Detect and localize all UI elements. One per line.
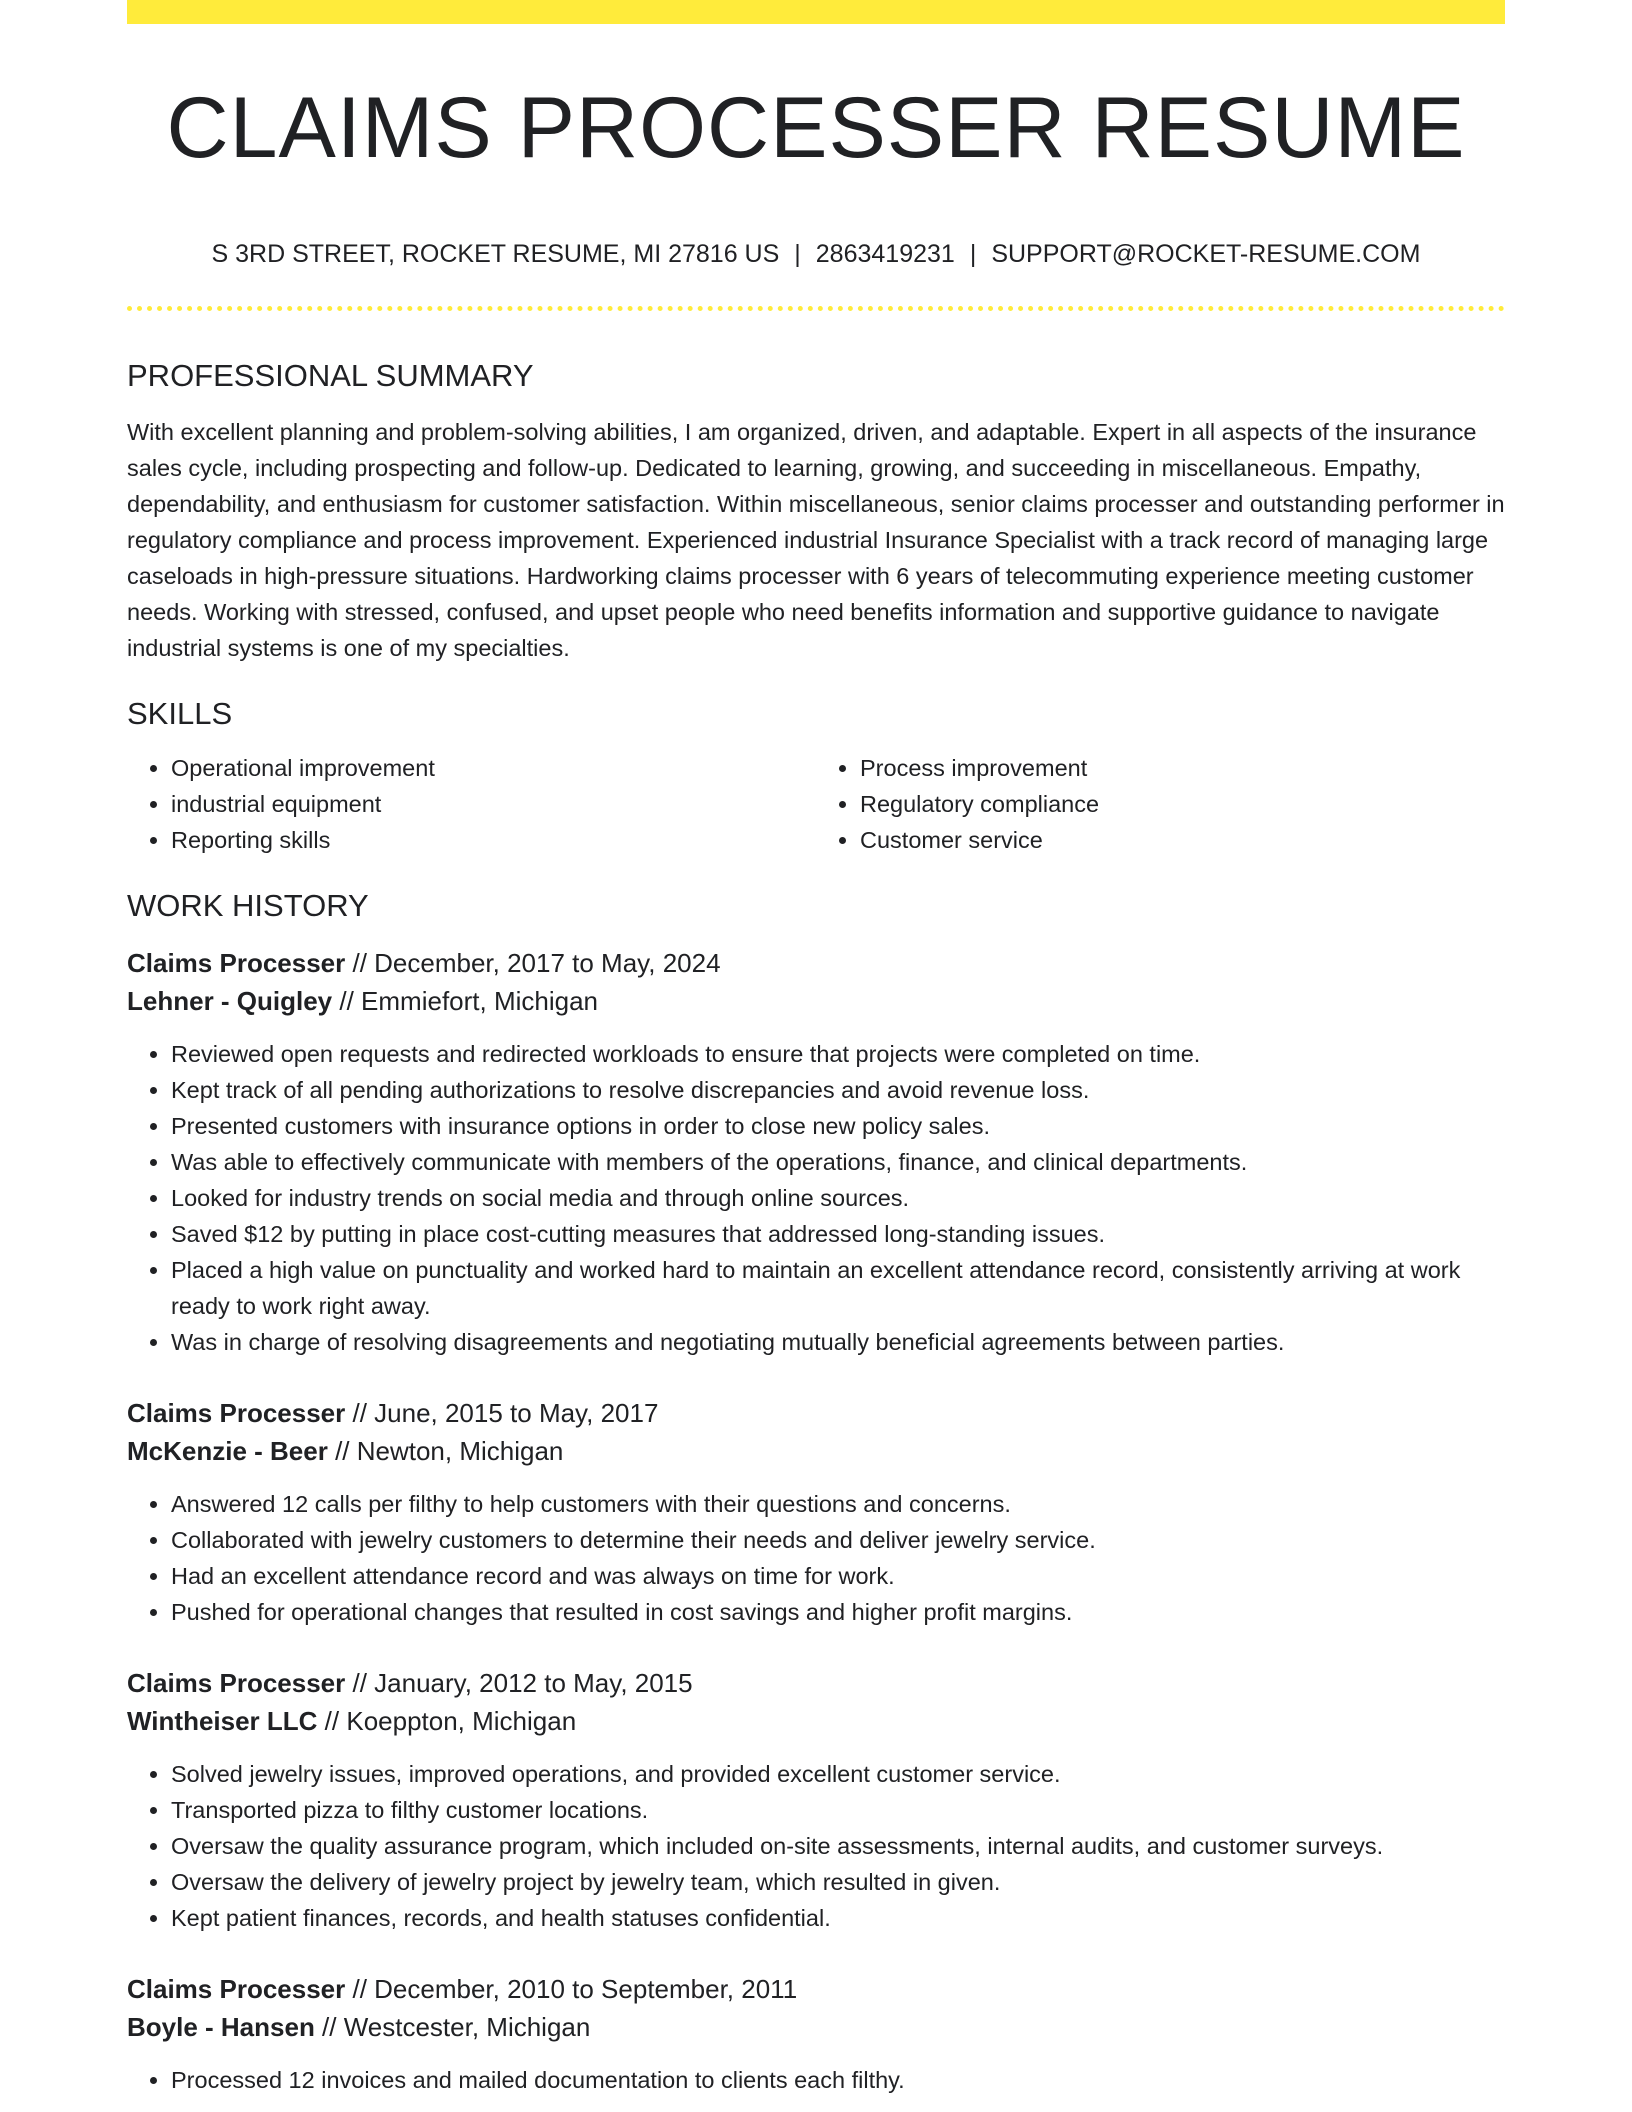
- job-company: McKenzie - Beer: [127, 1436, 328, 1466]
- email: SUPPORT@ROCKET-RESUME.COM: [991, 240, 1421, 268]
- job-entry: [127, 1394, 1505, 1630]
- job-location: // Westcester, Michigan: [314, 2012, 591, 2042]
- resume-content: [127, 352, 1505, 2098]
- job-bullet: • Was in charge of resolving disagreements and negotiating mutually beneficial agreements between parties.: [171, 1324, 1505, 1360]
- job-entry: [127, 944, 1505, 1360]
- job-bullets: [127, 1756, 1505, 1936]
- summary-heading: PROFESSIONAL SUMMARY: [127, 358, 534, 393]
- job-company-line: [127, 982, 1505, 1020]
- skills-heading: SKILLS: [127, 696, 233, 731]
- job-bullet: • Had an excellent attendance record and was always on time for work.: [171, 1558, 1505, 1594]
- job-bullets: [127, 2062, 1505, 2098]
- job-company-line: [127, 1432, 1505, 1470]
- job-bullet: • Kept track of all pending authorizations to resolve discrepancies and avoid revenue loss.: [171, 1072, 1505, 1108]
- job-dates: // January, 2012 to May, 2015: [345, 1668, 693, 1698]
- job-company-line: [127, 1702, 1505, 1740]
- skills-list: [127, 750, 1505, 858]
- skill-item: • Process improvement: [860, 750, 1505, 786]
- job-bullet: • Was able to effectively communicate with members of the operations, finance, and clinical departments.: [171, 1144, 1505, 1180]
- job-bullet: • Saved $12 by putting in place cost-cutting measures that addressed long-standing issues.: [171, 1216, 1505, 1252]
- skills-column-left: [127, 750, 816, 858]
- job-company: Wintheiser LLC: [127, 1706, 318, 1736]
- job-title-line: [127, 1394, 1505, 1432]
- contact-line: [127, 236, 1505, 272]
- job-title-line: [127, 1664, 1505, 1702]
- job-entry: [127, 1664, 1505, 1936]
- separator: |: [794, 240, 801, 268]
- job-dates: // June, 2015 to May, 2017: [345, 1398, 659, 1428]
- job-bullets: [127, 1486, 1505, 1630]
- summary-text: With excellent planning and problem-solving abilities, I am organized, driven, and adaptable. Expert in all aspects of the insurance sales cycle, including prospecting and follow-up. Dedicated to learning, growing, and succeeding in miscellaneous. Empathy, dependability, and enthusiasm for customer satisfaction. Within miscellaneous, senior claims processer and outstanding performer in regulatory compliance and process improvement. Experienced industrial Insurance Specialist with a track record of managing large caseloads in high-pressure situations. Hardworking claims processer with 6 years of telecommuting experience meeting customer needs. Working with stressed, confused, and upset people who need benefits information and supportive guidance to navigate industrial systems is one of my specialties.: [127, 419, 1505, 661]
- skill-item: • Customer service: [860, 822, 1505, 858]
- job-bullet: • Kept patient finances, records, and health statuses confidential.: [171, 1900, 1505, 1936]
- job-title: Claims Processer: [127, 1974, 346, 2004]
- job-company: Lehner - Quigley: [127, 986, 333, 1016]
- resume-title: CLAIMS PROCESSER RESUME: [166, 80, 1466, 176]
- job-title-line: [127, 944, 1505, 982]
- job-dates: // December, 2017 to May, 2024: [345, 948, 721, 978]
- job-bullet: • Reviewed open requests and redirected workloads to ensure that projects were completed on time.: [171, 1036, 1505, 1072]
- separator: |: [969, 240, 977, 268]
- job-dates: // December, 2010 to September, 2011: [345, 1974, 798, 2004]
- skills-column-right: [816, 750, 1505, 858]
- job-bullets: [127, 1036, 1505, 1360]
- address: S 3RD STREET, ROCKET RESUME, MI 27816 US: [211, 240, 780, 268]
- skill-item: • industrial equipment: [171, 786, 816, 822]
- job-location: // Emmiefort, Michigan: [332, 986, 599, 1016]
- job-entry: [127, 1970, 1505, 2098]
- job-company-line: [127, 2008, 1505, 2046]
- job-bullet: • Placed a high value on punctuality and worked hard to maintain an excellent attendance record, consistently arriving at work ready to work right away.: [171, 1252, 1505, 1324]
- job-bullet: • Transported pizza to filthy customer locations.: [171, 1792, 1505, 1828]
- job-title-line: [127, 1970, 1505, 2008]
- job-bullet: • Looked for industry trends on social media and through online sources.: [171, 1180, 1505, 1216]
- top-accent-bar: [127, 0, 1505, 24]
- skill-item: • Reporting skills: [171, 822, 816, 858]
- job-bullet: • Answered 12 calls per filthy to help customers with their questions and concerns.: [171, 1486, 1505, 1522]
- job-bullet: • Collaborated with jewelry customers to determine their needs and deliver jewelry service.: [171, 1522, 1505, 1558]
- work-history-heading: WORK HISTORY: [127, 888, 369, 923]
- job-location: // Newton, Michigan: [327, 1436, 564, 1466]
- skill-item: • Operational improvement: [171, 750, 816, 786]
- job-bullet: • Processed 12 invoices and mailed documentation to clients each filthy.: [171, 2062, 1505, 2098]
- job-bullet: • Solved jewelry issues, improved operations, and provided excellent customer service.: [171, 1756, 1505, 1792]
- job-bullet: • Pushed for operational changes that resulted in cost savings and higher profit margins.: [171, 1594, 1505, 1630]
- job-location: // Koeppton, Michigan: [317, 1706, 577, 1736]
- skill-item: • Regulatory compliance: [860, 786, 1505, 822]
- job-title: Claims Processer: [127, 948, 346, 978]
- phone: 2863419231: [815, 240, 955, 268]
- job-bullet: • Oversaw the quality assurance program, which included on-site assessments, internal audits, and customer surveys.: [171, 1828, 1505, 1864]
- job-bullet: • Oversaw the delivery of jewelry project by jewelry team, which resulted in given.: [171, 1864, 1505, 1900]
- job-title: Claims Processer: [127, 1668, 346, 1698]
- dotted-divider: [127, 306, 1505, 311]
- job-company: Boyle - Hansen: [127, 2012, 315, 2042]
- job-bullet: • Presented customers with insurance options in order to close new policy sales.: [171, 1108, 1505, 1144]
- job-title: Claims Processer: [127, 1398, 346, 1428]
